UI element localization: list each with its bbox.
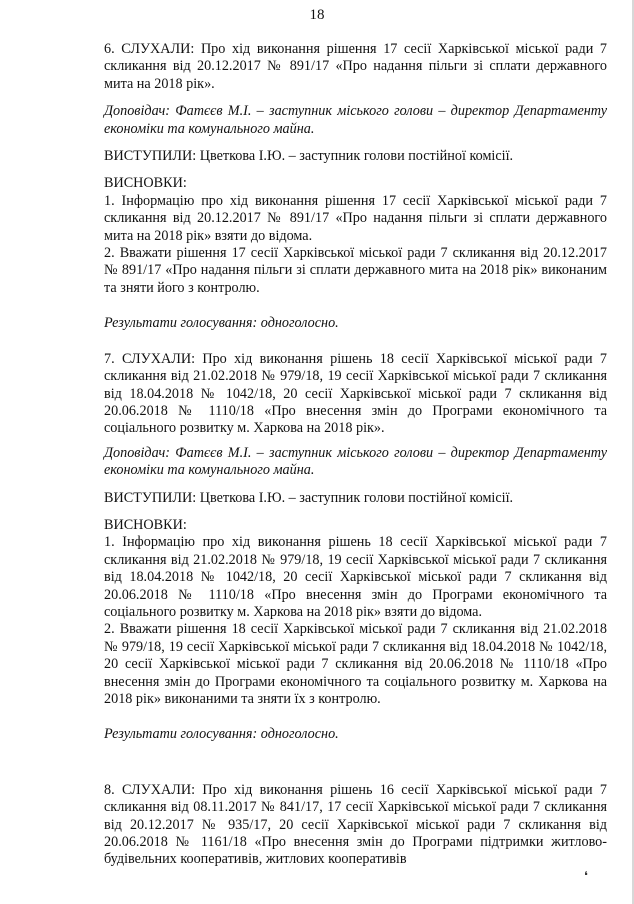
conclusion-1: 1. Інформацію про хід виконання рішення 17 сесії Харківської міської ради 7 скликання від 20.12.2017 № 891/17 «Про надання пільги зі сплати державного мита на 2018 рік» взяти до відома.	[104, 192, 607, 244]
page-number: 18	[309, 7, 325, 23]
agenda-item-7	[104, 351, 607, 744]
conclusions-title: ВИСНОВКИ:	[104, 175, 187, 192]
speaker-paragraph: Доповідач: Фатєєв М.І. – заступник міського голови – директор Департаменту економіки та комунального майна.	[104, 444, 607, 479]
conclusion-1: 1. Інформацію про хід виконання рішень 18 сесії Харківської міської ради 7 скликання від 21.02.2018 № 979/18, 19 сесії Харківської міської ради 7 скликання від 18.04.2018 № 1042/18, 20 сесії Харківської міської ради 7 скликання від 20.06.2018 № 1110/18 «Про внесення змін до Програми економічного та соціального розвитку м. Харкова на 2018 рік» взяти до відома.	[104, 534, 607, 620]
agenda-item-8	[104, 782, 607, 869]
vote-result: Результати голосування: одноголосно.	[104, 315, 339, 332]
heard-paragraph: 6. СЛУХАЛИ: Про хід виконання рішення 17 сесії Харківської міської ради 7 скликання від 20.12.2017 № 891/17 «Про надання пільги зі сплати державного мита на 2018 рік».	[104, 41, 607, 92]
speaker-paragraph: Доповідач: Фатєєв М.І. – заступник міського голови – директор Департаменту економіки та комунального майна.	[104, 103, 607, 137]
heard-paragraph: 8. СЛУХАЛИ: Про хід виконання рішень 16 сесії Харківської міської ради 7 скликання від 08.11.2017 № 841/17, 17 сесії Харківської міської ради 7 скликання від 20.12.2017 № 935/17, 20 сесії Харківської міської ради 7 скликання від 20.06.2018 № 1161/18 «Про внесення змін до Програми підтримки житлово-будівельних кооперативів, житлових кооперативів	[104, 781, 607, 868]
scan-mark: ❛	[584, 869, 588, 883]
agenda-item-6	[104, 41, 607, 333]
heard-paragraph: 7. СЛУХАЛИ: Про хід виконання рішень 18 сесії Харківської міської ради 7 скликання від 21.02.2018 № 979/18, 19 сесії Харківської міської ради 7 скликання від 18.04.2018 № 1042/18, 20 сесії Харківської міської ради 7 скликання від 20.06.2018 № 1110/18 «Про внесення змін до Програми економічного та соціального розвитку м. Харкова на 2018 рік».	[104, 350, 607, 437]
spoke-paragraph: ВИСТУПИЛИ: Цветкова І.Ю. – заступник голови постійної комісії.	[104, 148, 514, 165]
spoke-paragraph: ВИСТУПИЛИ: Цветкова І.Ю. – заступник голови постійної комісії.	[104, 489, 514, 506]
page-content	[104, 41, 607, 869]
conclusion-2: 2. Вважати рішення 18 сесії Харківської міської ради 7 скликання від 21.02.2018 № 979/18, 19 сесії Харківської міської ради 7 скликання від 18.04.2018 № 1042/18, 20 сесії Харківської міської ради 7 скликання від 20.06.2018 № 1110/18 «Про внесення змін до Програми економічного та соціального розвитку м. Харкова на 2018 рік» виконаними та зняти їх з контролю.	[104, 621, 607, 707]
vote-result: Результати голосування: одноголосно.	[104, 726, 339, 743]
conclusions-title: ВИСНОВКИ:	[104, 516, 187, 533]
conclusion-2: 2. Вважати рішення 17 сесії Харківської міської ради 7 скликання від 20.12.2017 № 891/17 «Про надання пільги зі сплати державного мита на 2018 рік» виконаним та зняти його з контролю.	[104, 245, 607, 296]
